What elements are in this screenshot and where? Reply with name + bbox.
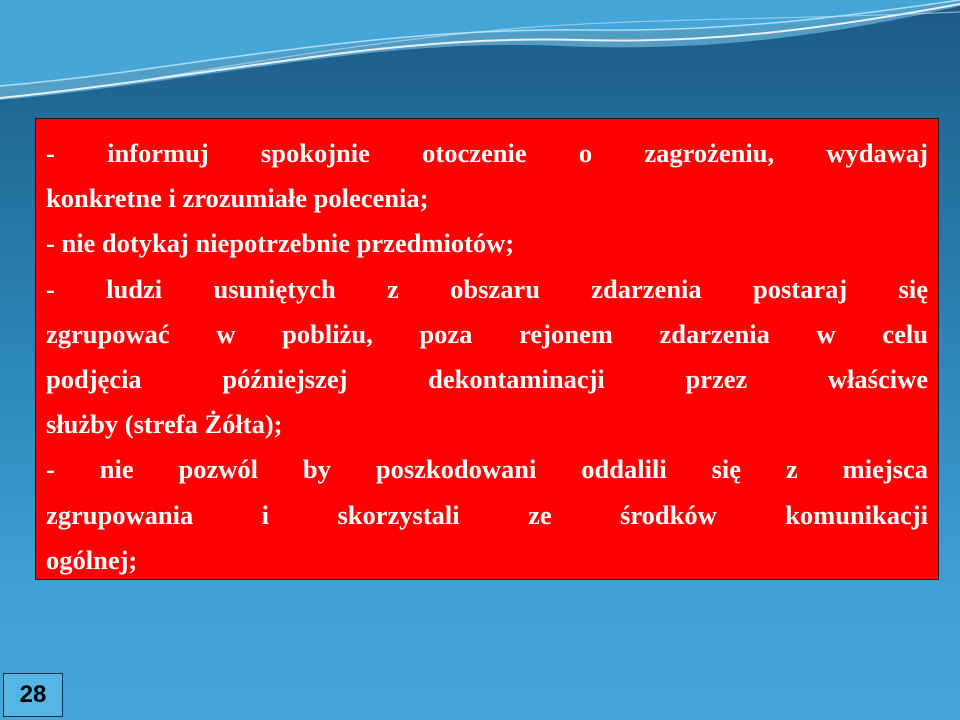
instruction-line: podjęcia późniejszej dekontaminacji przez właściwe — [46, 364, 928, 395]
instruction-line: ogólnej; — [46, 544, 138, 575]
instruction-line: - informuj spokojnie otoczenie o zagrożeniu, wydawaj — [46, 138, 928, 168]
instruction-line: służby (strefa Żółta); — [46, 409, 283, 440]
instruction-line: konkretne i zrozumiałe polecenia; — [46, 183, 429, 214]
instruction-line: - ludzi usuniętych z obszaru zdarzenia postaraj się — [46, 273, 928, 304]
instruction-line: zgrupować w pobliżu, poza rejonem zdarzenia w celu — [46, 318, 928, 349]
instruction-line: - nie dotykaj niepotrzebnie przedmiotów; — [46, 228, 515, 259]
instructions-box — [35, 118, 939, 580]
instruction-line: zgrupowania i skorzystali ze środków komunikacji — [46, 499, 928, 530]
decorative-waves — [0, 0, 960, 120]
instruction-line: - nie pozwól by poszkodowani oddalili się z miejsca — [46, 454, 928, 485]
page-number: 28 — [3, 673, 63, 717]
